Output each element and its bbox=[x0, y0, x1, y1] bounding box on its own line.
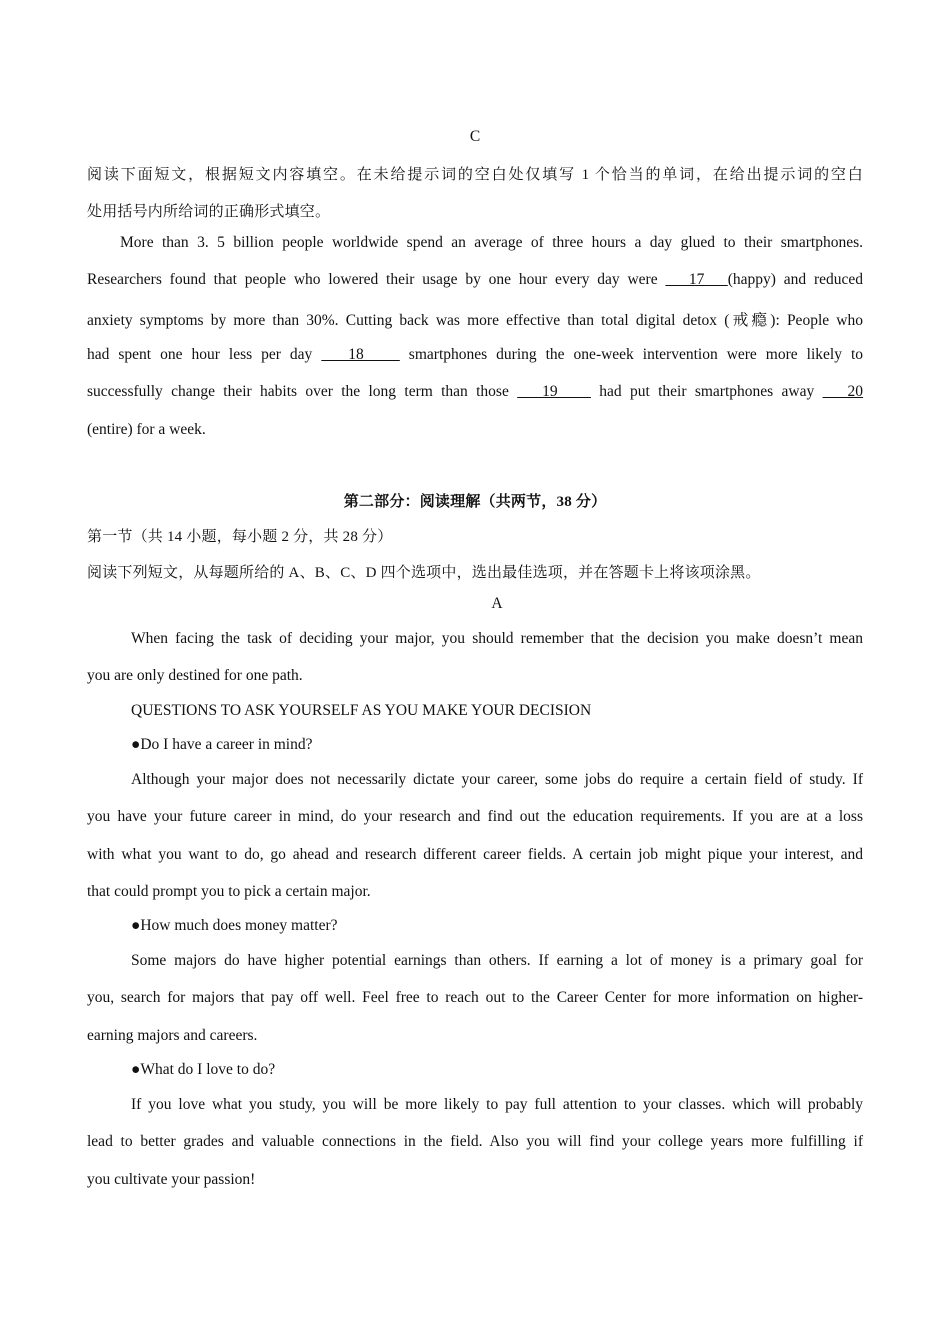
passage-c-line2 bbox=[87, 271, 863, 289]
passage-a-p1-line1: When facing the task of deciding your major, you should remember that the decision you make doesn’t mean bbox=[131, 630, 863, 647]
passage-c-line4 bbox=[87, 346, 863, 364]
text-span: (happy) and reduced bbox=[727, 271, 863, 288]
question-1: ●Do I have a career in mind? bbox=[131, 736, 313, 753]
passage-a-p3-line2: you, search for majors that pay off well. Feel free to reach out to the Career Center for more information on higher- bbox=[87, 989, 863, 1006]
section-c-instruction-line1: 阅读下面短文，根据短文内容填空。在未给提示词的空白处仅填写 1 个恰当的单词，在给出提示词的空白 bbox=[87, 167, 863, 183]
part2-instruction: 阅读下列短文，从每题所给的 A、B、C、D 四个选项中，选出最佳选项，并在答题卡上将该项涂黑。 bbox=[87, 565, 761, 581]
part2-section1-title: 第一节（共 14 小题，每小题 2 分，共 28 分） bbox=[87, 529, 393, 545]
passage-c-line3: anxiety symptoms by more than 30%. Cutting back was more effective than total digital detox (戒瘾): People who bbox=[87, 312, 863, 329]
passage-a-p4-line3: you cultivate your passion! bbox=[87, 1171, 256, 1188]
passage-a-p2-line1: Although your major does not necessarily dictate your career, some jobs do require a certain field of study. If bbox=[131, 771, 863, 788]
passage-a-p2-line2: you have your future career in mind, do your research and find out the education requirements. If you are at a loss bbox=[87, 808, 863, 825]
blank-19: 19 bbox=[517, 383, 591, 400]
section-c-letter: C bbox=[469, 128, 481, 145]
passage-a-p3-line1: Some majors do have higher potential earnings than others. If earning a lot of money is a primary goal for bbox=[131, 952, 863, 969]
text-span: Researchers found that people who lowered their usage by one hour every day were bbox=[87, 271, 666, 288]
blank-18: 18 bbox=[321, 346, 400, 363]
text-span: had put their smartphones away bbox=[590, 383, 823, 400]
passage-a-p3-line3: earning majors and careers. bbox=[87, 1027, 258, 1044]
question-3: ●What do I love to do? bbox=[131, 1061, 276, 1078]
question-2: ●How much does money matter? bbox=[131, 917, 338, 934]
passage-a-p4-line1: If you love what you study, you will be more likely to pay full attention to your classes. which will probably bbox=[131, 1096, 863, 1113]
passage-c-line5 bbox=[87, 383, 863, 401]
text-span: had spent one hour less per day bbox=[87, 346, 322, 363]
passage-c-line6: (entire) for a week. bbox=[87, 421, 206, 438]
passage-a-letter: A bbox=[491, 595, 503, 612]
passage-c-line1: More than 3. 5 billion people worldwide spend an average of three hours a day glued to their smartphones. bbox=[120, 234, 863, 251]
questions-heading: QUESTIONS TO ASK YOURSELF AS YOU MAKE YOUR DECISION bbox=[131, 702, 592, 719]
section-c-instruction-line2: 处用括号内所给词的正确形式填空。 bbox=[87, 204, 331, 220]
passage-a-p1-line2: you are only destined for one path. bbox=[87, 667, 303, 684]
passage-a-p2-line3: with what you want to do, go ahead and research different career fields. A certain job might pique your interest, and bbox=[87, 846, 863, 863]
text-span: smartphones during the one-week intervention were more likely to bbox=[399, 346, 864, 363]
text-span: successfully change their habits over the long term than those bbox=[87, 383, 518, 400]
passage-a-p2-line4: that could prompt you to pick a certain major. bbox=[87, 883, 371, 900]
passage-a-p4-line2: lead to better grades and valuable connections in the field. Also you will find your college years more fulfilling if bbox=[87, 1133, 863, 1150]
part2-heading: 第二部分：阅读理解（共两节，38 分） bbox=[343, 494, 607, 510]
blank-20: 20 bbox=[822, 383, 864, 400]
blank-17: 17 bbox=[665, 271, 728, 288]
